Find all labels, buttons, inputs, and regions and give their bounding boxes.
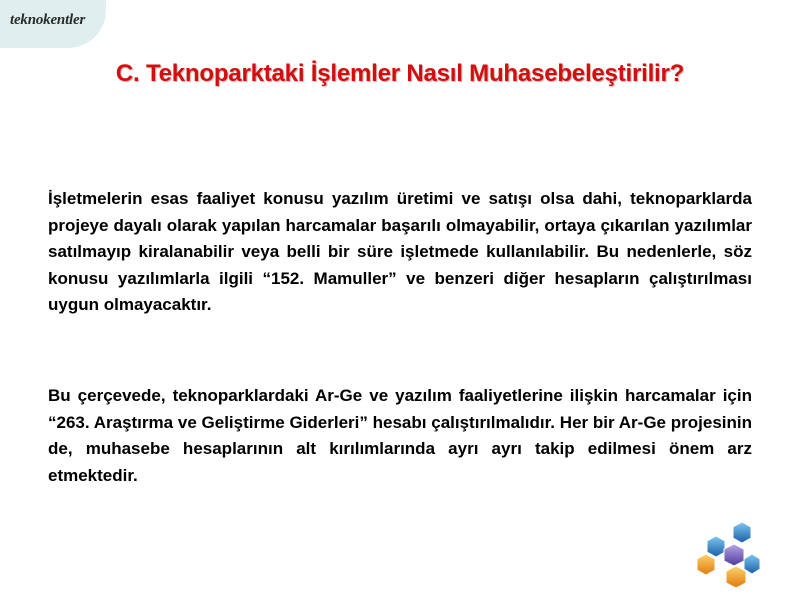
hexagon-center [724, 544, 744, 566]
paragraph-1: İşletmelerin esas faaliyet konusu yazılım üretimi ve satışı olsa dahi, teknoparklarda projeye dayalı olarak yapılan harcamalar başarılı olmayabilir, ortaya çıkarılan yazılımlar satılmayıp kiralanabilir veya belli bir süre işletmede kullanılabilir. Bu nedenlerle, söz konusu yazılımlarla ilgili “152. Mamuller” ve benzeri diğer hesapların çalıştırılması uygun olmayacaktır. [48, 189, 752, 314]
logo-text: teknokentler [10, 12, 86, 28]
paragraph-2: Bu çerçevede, teknoparklardaki Ar-Ge ve yazılım faaliyetlerine ilişkin harcamalar için “263. Araştırma ve Geliştirme Giderleri” hesabı çalıştırılmalıdır. Her bir Ar-Ge projesinin de, muhasebe hesaplarının alt kırılımlarında ayrı ayrı takip edilmesi önem arz etmektedir. [48, 386, 752, 485]
hexagon-top [733, 522, 751, 543]
logo-tab [0, 0, 106, 48]
hexagon-bottom [726, 566, 746, 588]
hexagon-left [707, 536, 725, 557]
hexagon-far-left [697, 554, 715, 575]
hexagon-cluster-icon [692, 518, 764, 590]
slide-title: C. Teknoparktaki İşlemler Nasıl Muhasebeleştirilir? [115, 60, 685, 87]
